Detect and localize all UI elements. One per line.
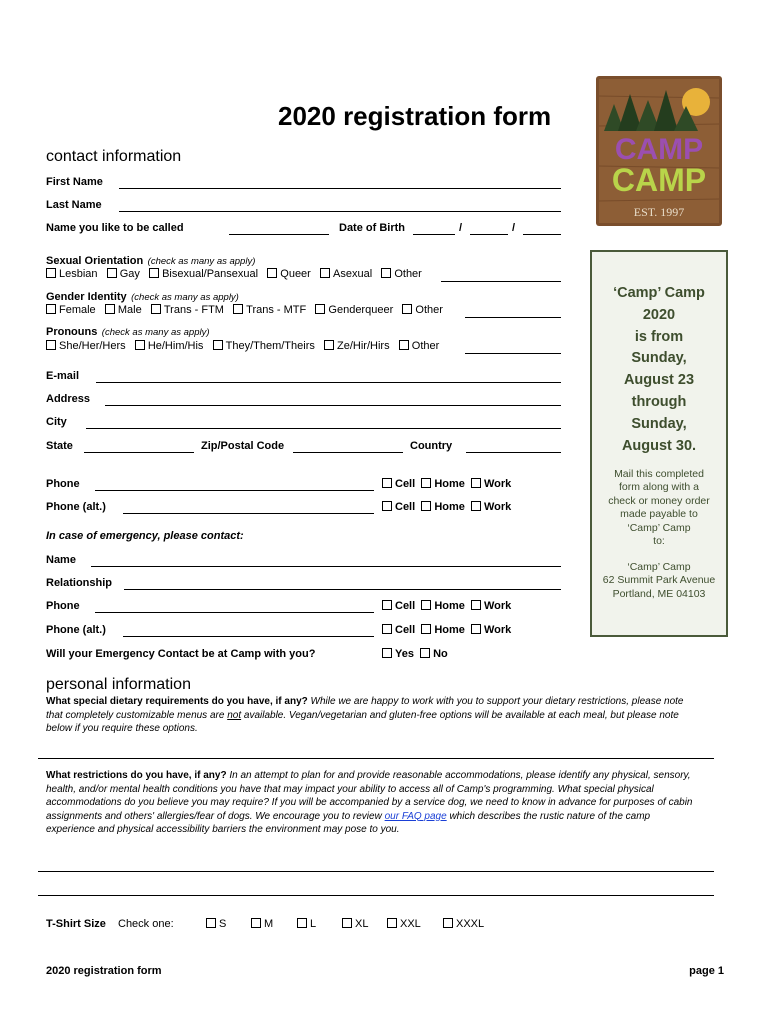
mail-line: Mail this completed	[614, 468, 704, 480]
checkbox-other[interactable]: Other	[381, 268, 422, 280]
emergency-heading: In case of emergency, please contact:	[46, 530, 244, 542]
page-title: 2020 registration form	[278, 101, 552, 131]
gender-identity-hint: (check as many as apply)	[131, 292, 239, 303]
dietary-question: What special dietary requirements do you have, if any?	[46, 696, 308, 707]
restrictions-text: In an attempt to plan for and provide reasonable accommodations, please identify any physical, sensory, health, and/or mental health conditions you have that may impact your ability to access all of Camp's programming. What special physical accommodations do you believe you may require? If you will be accompanied by a service dog, we need to know in advance for purposes of cabin assignments and others' allergies/fear of dogs. We encourage you to review	[46, 770, 693, 822]
restrictions-answer-line[interactable]	[38, 871, 714, 872]
dietary-not: not	[227, 709, 242, 721]
phone-alt-label: Phone (alt.)	[46, 501, 106, 513]
em-phone-alt-field[interactable]	[123, 636, 374, 637]
faq-link[interactable]: our FAQ page	[384, 810, 447, 822]
dietary-text: While we are happy to work with you to support your dietary restrictions, please note that completely customizable menus are	[46, 696, 684, 721]
zip-field[interactable]	[293, 452, 403, 453]
contact-heading: contact information	[46, 148, 182, 165]
address-field[interactable]	[105, 405, 561, 406]
side-line: August 30.	[621, 437, 697, 454]
em-phone-alt-type-options	[382, 624, 511, 636]
checkbox-cell[interactable]: Cell	[382, 600, 415, 612]
checkbox-he[interactable]: He/Him/His	[135, 340, 204, 352]
em-phone-alt-label: Phone (alt.)	[46, 624, 106, 636]
dob-separator: /	[512, 222, 516, 234]
checkbox-work[interactable]: Work	[471, 600, 511, 612]
called-name-label: Name you like to be called	[46, 222, 184, 234]
mail-address-line: 62 Summit Park Avenue	[602, 574, 716, 587]
page-number: page 1	[689, 965, 724, 977]
checkbox-other[interactable]: Other	[402, 304, 443, 316]
side-line: Sunday,	[631, 350, 687, 367]
checkbox-work[interactable]: Work	[471, 624, 511, 636]
dob-month-field[interactable]	[413, 234, 455, 235]
checkbox-work[interactable]: Work	[471, 501, 511, 513]
dob-day-field[interactable]	[470, 234, 508, 235]
dob-year-field[interactable]	[523, 234, 561, 235]
checkbox-no[interactable]: No	[420, 648, 448, 660]
dietary-text: available. Vegan/vegetarian and gluten-free options will be available at each meal, but please note below if you require these options.	[46, 709, 679, 734]
phone-field[interactable]	[95, 490, 374, 491]
checkbox-male[interactable]: Male	[105, 304, 142, 316]
mail-line: to:	[653, 535, 665, 548]
tshirt-option-l[interactable]: L	[297, 918, 316, 930]
sexual-orientation-heading	[46, 251, 255, 269]
checkbox-home[interactable]: Home	[421, 478, 465, 490]
restrictions-answer-line[interactable]	[38, 895, 714, 896]
sexual-orientation-options	[46, 268, 422, 280]
phone-alt-field[interactable]	[123, 513, 374, 514]
pronouns-other-field[interactable]	[465, 353, 561, 354]
restrictions-text: which describes the rustic nature of the camp experience and physical accessibility barriers the environment may pose to you.	[46, 810, 651, 835]
em-name-label: Name	[46, 554, 76, 566]
em-phone-field[interactable]	[95, 612, 374, 613]
em-phone-type-options	[382, 600, 511, 612]
checkbox-lesbian[interactable]: Lesbian	[46, 268, 98, 280]
em-relationship-label: Relationship	[46, 577, 113, 589]
checkbox-genderqueer[interactable]: Genderqueer	[315, 304, 393, 316]
mail-address-line: ‘Camp’ Camp	[627, 561, 691, 573]
gender-identity-label: Gender Identity	[46, 291, 127, 303]
logo-est: EST. 1997	[633, 205, 685, 219]
country-field[interactable]	[466, 452, 561, 453]
side-line: August 23	[623, 372, 695, 389]
gender-identity-heading	[46, 287, 239, 305]
checkbox-trans-mtf[interactable]: Trans - MTF	[233, 304, 306, 316]
last-name-label: Last Name	[46, 199, 102, 211]
side-line: 2020	[642, 306, 676, 323]
pronouns-label: Pronouns	[46, 326, 98, 338]
state-field[interactable]	[84, 452, 194, 453]
checkbox-gay[interactable]: Gay	[107, 268, 140, 280]
em-relationship-field[interactable]	[124, 589, 561, 590]
em-at-camp-label: Will your Emergency Contact be at Camp with you?	[46, 648, 316, 660]
em-name-field[interactable]	[91, 566, 561, 567]
dietary-paragraph	[46, 695, 696, 736]
orientation-other-field[interactable]	[441, 281, 561, 282]
checkbox-female[interactable]: Female	[46, 304, 96, 316]
side-line: through	[631, 393, 687, 410]
side-line: ‘Camp’ Camp	[613, 285, 705, 301]
em-phone-label: Phone	[46, 600, 80, 612]
checkbox-home[interactable]: Home	[421, 501, 465, 513]
checkbox-bisexual[interactable]: Bisexual/Pansexual	[149, 268, 258, 280]
checkbox-she[interactable]: She/Her/Hers	[46, 340, 126, 352]
checkbox-other[interactable]: Other	[399, 340, 440, 352]
mail-address-line: Portland, ME 04103	[612, 587, 706, 600]
pronouns-hint: (check as many as apply)	[101, 327, 210, 338]
side-line: Sunday,	[631, 415, 687, 432]
dob-separator: /	[459, 222, 463, 234]
country-label: Country	[410, 440, 453, 452]
dob-label: Date of Birth	[339, 222, 405, 234]
mail-line: form along with a	[619, 481, 699, 494]
called-name-field[interactable]	[229, 234, 329, 235]
camp-dates-box	[590, 250, 728, 637]
sexual-orientation-label: Sexual Orientation	[46, 255, 144, 267]
phone-type-options	[382, 478, 511, 490]
checkbox-asexual[interactable]: Asexual	[320, 268, 372, 280]
tshirt-option-m[interactable]: M	[251, 918, 273, 930]
phone-alt-type-options	[382, 501, 511, 513]
checkbox-trans-ftm[interactable]: Trans - FTM	[151, 304, 224, 316]
em-at-camp-options	[382, 648, 448, 660]
mail-line: check or money order	[608, 494, 710, 507]
checkbox-cell[interactable]: Cell	[382, 478, 415, 490]
tshirt-option-xxxl[interactable]: XXXL	[443, 918, 484, 930]
tshirt-option-xxl[interactable]: XXL	[387, 918, 421, 930]
state-label: State	[46, 440, 73, 452]
gender-identity-options	[46, 304, 443, 316]
checkbox-cell[interactable]: Cell	[382, 501, 415, 513]
address-label: Address	[46, 393, 91, 405]
first-name-field[interactable]	[119, 188, 561, 189]
gender-other-field[interactable]	[465, 317, 561, 318]
footer-title: 2020 registration form	[46, 965, 162, 977]
checkbox-work[interactable]: Work	[471, 478, 511, 490]
logo-text-2: CAMP	[611, 162, 707, 198]
last-name-field[interactable]	[119, 211, 561, 212]
dietary-answer-line[interactable]	[38, 758, 714, 759]
tshirt-label: T-Shirt Size	[46, 918, 106, 930]
personal-heading: personal information	[46, 676, 191, 693]
city-field[interactable]	[86, 428, 561, 429]
email-label: E-mail	[46, 370, 80, 382]
zip-label: Zip/Postal Code	[201, 440, 285, 452]
tshirt-option-s[interactable]: S	[206, 918, 226, 930]
pronouns-heading	[46, 322, 210, 340]
checkbox-queer[interactable]: Queer	[267, 268, 311, 280]
camp-camp-logo	[596, 76, 722, 226]
mail-line: made payable to	[620, 508, 698, 521]
restrictions-question: What restrictions do you have, if any?	[46, 770, 227, 781]
tshirt-option-xl[interactable]: XL	[342, 918, 368, 930]
first-name-label: First Name	[46, 176, 103, 188]
checkbox-ze[interactable]: Ze/Hir/Hirs	[324, 340, 390, 352]
sexual-orientation-hint: (check as many as apply)	[147, 256, 256, 267]
side-line: is from	[634, 328, 684, 345]
checkbox-home[interactable]: Home	[421, 624, 465, 636]
checkbox-yes[interactable]: Yes	[382, 648, 414, 660]
phone-label: Phone	[46, 478, 80, 490]
pronouns-options	[46, 340, 439, 352]
checkbox-they[interactable]: They/Them/Theirs	[213, 340, 315, 352]
tshirt-hint: Check one:	[118, 918, 174, 930]
city-label: City	[46, 416, 67, 428]
checkbox-cell[interactable]: Cell	[382, 624, 415, 636]
mail-line: ‘Camp’ Camp	[627, 521, 691, 534]
logo-text-1: CAMP	[614, 133, 704, 166]
restrictions-paragraph	[46, 769, 701, 837]
email-field[interactable]	[96, 382, 561, 383]
checkbox-home[interactable]: Home	[421, 600, 465, 612]
